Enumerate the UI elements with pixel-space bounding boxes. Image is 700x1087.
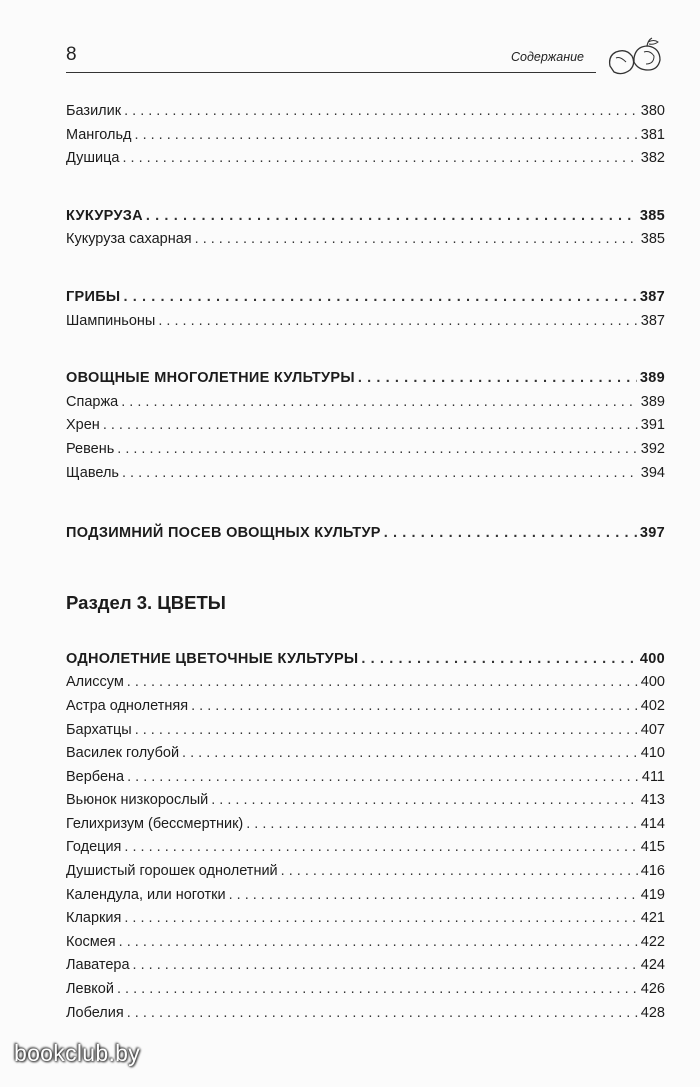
toc-entry[interactable]: Космея . . . 422 — [66, 931, 665, 955]
leader-dots — [123, 286, 636, 310]
leader-dots — [191, 695, 638, 719]
toc-entry[interactable]: Вьюнок низкорослый . . . 413 — [66, 789, 665, 813]
toc-entry[interactable]: Лаватера . . . 424 — [66, 954, 665, 978]
toc-entry[interactable]: Василек голубой . . . 410 — [66, 742, 665, 766]
section-title: Раздел 3. ЦВЕТЫ — [66, 591, 226, 613]
leader-dots — [117, 438, 638, 462]
toc-entry[interactable]: Астра однолетняя . . . 402 — [66, 695, 665, 719]
table-of-contents — [66, 100, 665, 1025]
watermark: bookclub.by — [14, 1040, 141, 1066]
leader-dots — [124, 907, 637, 931]
leader-dots — [158, 310, 637, 334]
leader-dots — [135, 124, 638, 148]
leader-dots — [229, 884, 638, 908]
toc-entry[interactable]: Базилик . . . 380 — [66, 100, 665, 124]
toc-entry[interactable]: Левкой . . . 426 — [66, 978, 665, 1002]
leader-dots — [361, 648, 636, 672]
toc-heading-corn[interactable]: КУКУРУЗА . . . 385 — [66, 205, 665, 229]
toc-entry[interactable]: Календула, или ноготки . . . 419 — [66, 884, 665, 908]
toc-entry[interactable]: Кукуруза сахарная . . . 385 — [66, 228, 665, 252]
toc-entry[interactable]: Бархатцы . . . 407 — [66, 719, 665, 743]
leader-dots — [384, 522, 637, 546]
toc-heading-annual-flowers[interactable]: ОДНОЛЕТНИЕ ЦВЕТОЧНЫЕ КУЛЬТУРЫ . . . 400 — [66, 648, 665, 672]
toc-heading-mushrooms[interactable]: ГРИБЫ . . . 387 — [66, 286, 665, 310]
toc-entry[interactable]: Шампиньоны . . . 387 — [66, 310, 665, 334]
leader-dots — [117, 978, 638, 1002]
leader-dots — [121, 391, 638, 415]
toc-heading-perennials[interactable]: ОВОЩНЫЕ МНОГОЛЕТНИЕ КУЛЬТУРЫ . . . 389 — [66, 367, 665, 391]
toc-entry[interactable]: Спаржа . . . 389 — [66, 391, 665, 415]
toc-entry[interactable]: Мангольд . . . 381 — [66, 124, 665, 148]
toc-entry[interactable]: Хрен . . . 391 — [66, 414, 665, 438]
toc-heading-winter-sowing[interactable]: ПОДЗИМНИЙ ПОСЕВ ОВОЩНЫХ КУЛЬТУР . . . 397 — [66, 522, 665, 546]
leader-dots — [127, 1002, 638, 1026]
header-rule — [66, 72, 596, 73]
leader-dots — [182, 742, 638, 766]
toc-entry[interactable]: Вербена . . . 411 — [66, 766, 665, 790]
leader-dots — [146, 205, 637, 229]
toc-entry[interactable]: Лобелия . . . 428 — [66, 1002, 665, 1026]
leader-dots — [281, 860, 638, 884]
leader-dots — [124, 836, 637, 860]
leader-dots — [127, 671, 638, 695]
leader-dots — [195, 228, 638, 252]
page-number: 8 — [66, 44, 77, 65]
vegetable-logo-icon — [604, 36, 666, 76]
toc-entry[interactable]: Годеция . . . 415 — [66, 836, 665, 860]
leader-dots — [127, 766, 639, 790]
page-header — [66, 30, 666, 74]
running-title: Содержание — [511, 50, 584, 64]
leader-dots — [133, 954, 638, 978]
leader-dots — [246, 813, 638, 837]
leader-dots — [122, 462, 638, 486]
toc-entry[interactable]: Душица . . . 382 — [66, 147, 665, 171]
leader-dots — [119, 931, 638, 955]
leader-dots — [124, 100, 638, 124]
leader-dots — [211, 789, 638, 813]
leader-dots — [123, 147, 638, 171]
toc-entry[interactable]: Щавель . . . 394 — [66, 462, 665, 486]
toc-entry[interactable]: Кларкия . . . 421 — [66, 907, 665, 931]
toc-entry[interactable]: Алиссум . . . 400 — [66, 671, 665, 695]
leader-dots — [135, 719, 638, 743]
toc-entry[interactable]: Ревень . . . 392 — [66, 438, 665, 462]
toc-entry[interactable]: Душистый горошек однолетний . . . 416 — [66, 860, 665, 884]
leader-dots — [358, 367, 637, 391]
toc-entry[interactable]: Гелихризум (бессмертник) . . . 414 — [66, 813, 665, 837]
leader-dots — [103, 414, 638, 438]
